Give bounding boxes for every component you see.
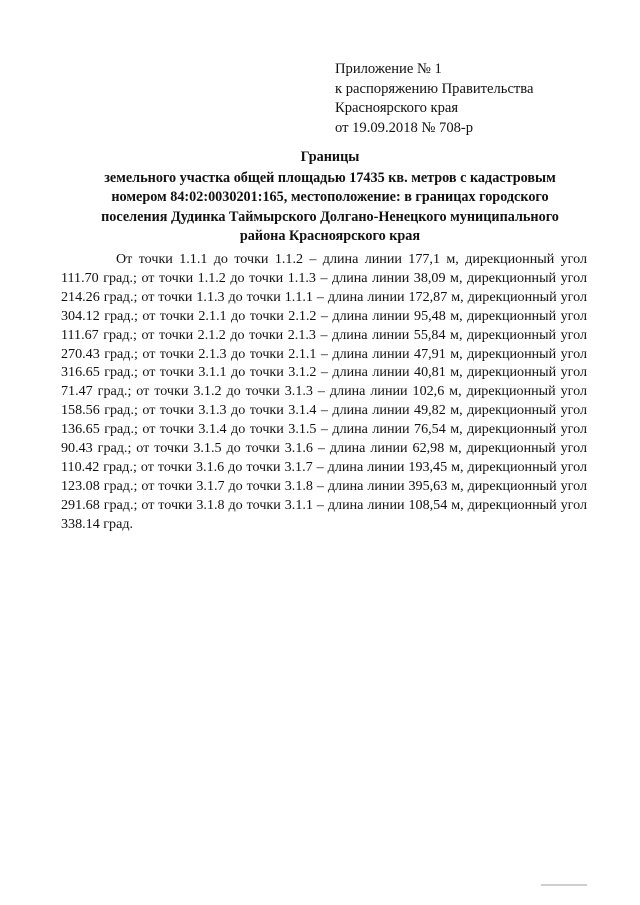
document-title-block bbox=[60, 148, 600, 246]
document-title: Границы bbox=[300, 149, 360, 165]
appendix-number: Приложение № 1 bbox=[335, 61, 442, 77]
title-line-4: района Красноярского края bbox=[239, 227, 421, 244]
appendix-date: от 19.09.2018 № 708-р bbox=[335, 119, 474, 136]
title-line-1: земельного участка общей площадью 17435 кв. метров с кадастровым bbox=[104, 170, 556, 187]
appendix-reference: к распоряжению Правительства bbox=[335, 80, 534, 97]
appendix-header bbox=[335, 60, 595, 138]
appendix-region: Красноярского края bbox=[335, 100, 459, 116]
title-line-3: поселения Дудинка Таймырского Долгано-Ненецкого муниципального bbox=[101, 208, 559, 225]
scan-artifact bbox=[541, 884, 587, 886]
title-line-2: номером 84:02:0030201:165, местоположение: в границах городского bbox=[111, 189, 549, 206]
boundary-description: От точки 1.1.1 до точки 1.1.2 – длина линии 177,1 м, дирекционный угол 111.70 град.; от точки 1.1.2 до точки 1.1.3 – длина линии 38,09 м, дирекционный угол 214.26 град.; от точки 1.1.3 до точки 1.1.1 – длина линии 172,87 м, дирекционный угол 304.12 град.; от точки 2.1.1 до точки 2.1.2 – длина линии 95,48 м, дирекционный угол 111.67 град.; от точки 2.1.2 до точки 2.1.3 – длина линии 55,84 м, дирекционный угол 270.43 град.; от точки 2.1.3 до точки 2.1.1 – длина линии 47,91 м, дирекционный угол 316.65 град.; от точки 3.1.1 до точки 3.1.2 – длина линии 40,81 м, дирекционный угол 71.47 град.; от точки 3.1.2 до точки 3.1.3 – длина линии 102,6 м, дирекционный угол 158.56 град.; от точки 3.1.3 до точки 3.1.4 – длина линии 49,82 м, дирекционный угол 136.65 град.; от точки 3.1.4 до точки 3.1.5 – длина линии 76,54 м, дирекционный угол 90.43 град.; от точки 3.1.5 до точки 3.1.6 – длина линии 62,98 м, дирекционный угол 110.42 град.; от точки 3.1.6 до точки 3.1.7 – длина линии 193,45 м, дирекционный угол 123.08 град.; от точки 3.1.7 до точки 3.1.8 – длина линии 395,63 м, дирекционный угол 291.68 град.; от точки 3.1.8 до точки 3.1.1 – длина линии 108,54 м, дирекционный угол 338.14 град. bbox=[61, 251, 587, 532]
